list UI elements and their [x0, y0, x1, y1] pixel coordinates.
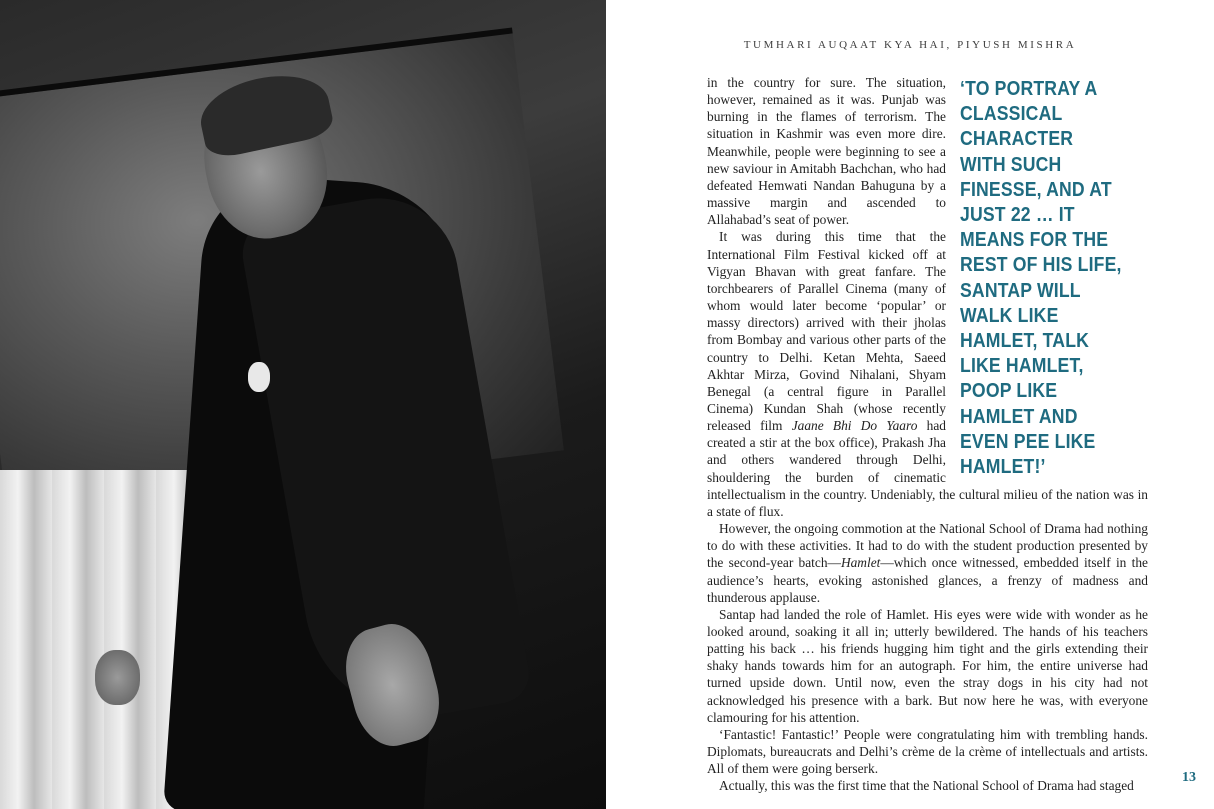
pendant [248, 362, 270, 392]
play-title: Hamlet [840, 555, 881, 571]
paragraph-2-text-a: It was during this time that the International Film Festival kicked off at Vigyan Bhavan with great fanfare. The torchbearers of Parallel Cinema (many of whom would later become ‘popular’ or massy directors) arrived with their jholas from Bombay and various other parts of the country to Delhi. Ketan Mehta, Saeed Akhtar Mirza, Govind Nihalani, Shyam Benegal (a central figure in Parallel Cinema) Kundan Shah (whose recently released film [707, 229, 946, 434]
paragraph-5: ‘Fantastic! Fantastic!’ People were congratulating him with trembling hands. Diplomats, bureaucrats and Delhi’s crème de la crème of intellectuals and artists. All of them were going berserk. [707, 726, 1148, 777]
paragraph-6: Actually, this was the first time that the National School of Drama had staged [719, 778, 1134, 794]
paragraph-3-text-b: —which once witnessed, embedded itself in the audience’s hearts, evoking astonished glances, a frenzy of madness and thunderous applause. [707, 555, 1148, 605]
actor-left-hand [95, 650, 140, 705]
pull-quote: ‘TO PORTRAY A CLASSICAL CHARACTER WITH SUCH FINESSE, AND AT JUST 22 … IT MEANS FOR THE REST OF HIS LIFE, SANTAP WILL WALK LIKE HAMLET, TALK LIKE HAMLET, POOP LIKE HAMLET AND EVEN PEE LIKE HAMLET!’ [960, 77, 1122, 479]
running-head: TUMHARI AUQAAT KYA HAI, PIYUSH MISHRA [743, 39, 1077, 51]
film-title: Jaane Bhi Do Yaaro [791, 418, 918, 434]
paragraph-3-text-a: However, the ongoing commotion at the National School of Drama had nothing to do with these activities. It had to do with the student production presented by the second-year batch— [707, 521, 1148, 571]
paragraph-3 [707, 520, 1148, 606]
body-text [707, 74, 1148, 795]
paragraph-2-text-b: had created a stir at the box office), Prakash Jha and others wandered through Delhi, shouldering the burden of cinematic intellectualism in the country. Undeniably, the cultural milieu of the nation was in a state of flux. [707, 418, 1148, 519]
hamlet-photograph [0, 0, 606, 809]
page-number: 13 [1182, 770, 1196, 785]
paragraph-4: Santap had landed the role of Hamlet. His eyes were wide with wonder as he looked around, soaking it all in; utterly bewildered. The hands of his teachers patting his back … his friends hugging him tight and the girls extending their shaky hands towards him for an autograph. For him, the entire universe had turned upside down. Until now, even the stray dogs in his city had not acknowledged his presence with a bark. But now here he was, with everyone clamouring for his attention. [707, 606, 1148, 725]
paragraph-1: in the country for sure. The situation, however, remained as it was. Punjab was burning in the flames of terrorism. The situation in Kashmir was even more dire. Meanwhile, people were beginning to see a new saviour in Amitabh Bachchan, who had defeated Hemwati Nandan Bahuguna by a massive margin and ascended to Allahabad’s seat of power. [707, 75, 946, 228]
